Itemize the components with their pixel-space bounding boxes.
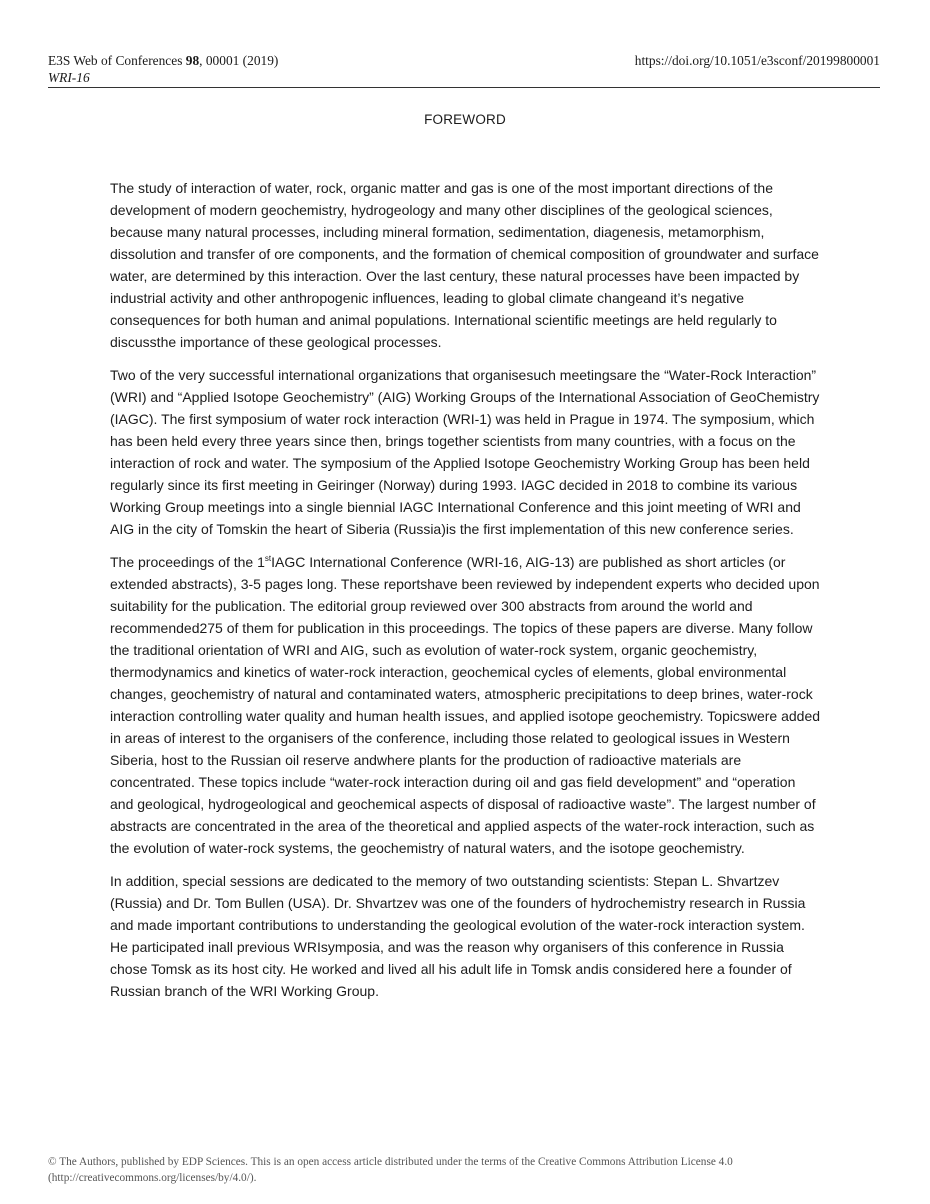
volume-number: 98 [185, 53, 200, 68]
header-rule [48, 87, 880, 88]
license-footer [48, 1154, 888, 1186]
main-text [110, 177, 822, 1013]
journal-citation [48, 52, 278, 69]
license-text: © The Authors, published by EDP Sciences. This is an open access article distributed under the terms of the Creative Commons Attribution License 4.0 [48, 1156, 733, 1168]
paragraph-text: The proceedings of the 1 [110, 554, 265, 570]
paragraph-text: IAGC International Conference (WRI-16, AIG-13) are published as short articles (or extended abstracts), 3-5 pages long. These reportshave been reviewed by independent experts who decided upon suitability for the publication. The editorial group reviewed over 300 abstracts from around the world and recommended275 of them for publication in this proceedings. The topics of these papers are diverse. Many follow the traditional orientation of WRI and AIG, such as evolution of water-rock system, organic geochemistry, thermodynamics and kinetics of water-rock interaction, geochemical cycles of elements, global environmental changes, geochemistry of natural and contaminated waters, atmospheric precipitations to deep brines, water-rock interaction controlling water quality and human health issues, and applied isotope geochemistry. Topicswere added in areas of interest to the organisers of the conference, including those related to geological issues in Western Siberia, host to the Russian oil reserve andwhere plants for the production of radioactive materials are concentrated. These topics include “water-rock interaction during oil and gas field development” and “operation and geological, hydrogeological and geochemical aspects of disposal of radioactive waste”. The largest number of abstracts are concentrated in the area of the theoretical and applied aspects of the water-rock interaction, such as the evolution of water-rock systems, the geochemistry of natural waters, and the isotope geochemistry. [110, 554, 821, 856]
ordinal-superscript: st [264, 554, 272, 563]
page-title: FOREWORD [424, 112, 506, 127]
paragraph [110, 551, 822, 859]
conference-name: WRI-16 [48, 70, 90, 85]
citation [48, 52, 278, 86]
article-number: , 00001 (2019) [199, 53, 279, 68]
doi-link[interactable]: https://doi.org/10.1051/e3sconf/20199800001 [634, 53, 880, 68]
license-link[interactable]: (http://creativecommons.org/licenses/by/4.0/). [48, 1172, 257, 1184]
journal-name: E3S Web of Conferences [48, 53, 183, 68]
paragraph: In addition, special sessions are dedicated to the memory of two outstanding scientists: Stepan L. Shvartzev (Russia) and Dr. Tom Bullen (USA). Dr. Shvartzev was one of the founders of hydrochemistry research in Russia and made important contributions to understanding the geological evolution of the water-rock interaction system. He participated inall previous WRIsymposia, and was the reason why organisers of this conference in Russia chose Tomsk as its host city. He worked and lived all his adult life in Tomsk andis considered here a founder of Russian branch of the WRI Working Group. [110, 873, 806, 999]
paragraph: Two of the very successful international organizations that organisesuch meetingsare the “Water-Rock Interaction” (WRI) and “Applied Isotope Geochemistry” (AIG) Working Groups of the International Association of GeoChemistry (IAGC). The first symposium of water rock interaction (WRI-1) was held in Prague in 1974. The symposium, which has been held every three years since then, brings together scientists from many countries, with a focus on the interaction of rock and water. The symposium of the Applied Isotope Geochemistry Working Group has been held regularly since its first meeting in Geiringer (Norway) during 1993. IAGC decided in 2018 to combine its various Working Group meetings into a single biennial IAGC International Conference and this joint meeting of WRI and AIG in the city of Tomskin the heart of Siberia (Russia)is the first implementation of this new conference series. [110, 367, 820, 537]
paragraph: The study of interaction of water, rock, organic matter and gas is one of the most important directions of the development of modern geochemistry, hydrogeology and many other disciplines of the geological sciences, because many natural processes, including mineral formation, sedimentation, diagenesis, metamorphism, dissolution and transfer of ore components, and the formation of chemical composition of groundwater and surface water, are determined by this interaction. Over the last century, these natural processes have been impacted by industrial activity and other anthropogenic influences, leading to global climate changeand it’s negative consequences for both human and animal populations. International scientific meetings are held regularly to discussthe importance of these geological processes. [110, 180, 819, 350]
